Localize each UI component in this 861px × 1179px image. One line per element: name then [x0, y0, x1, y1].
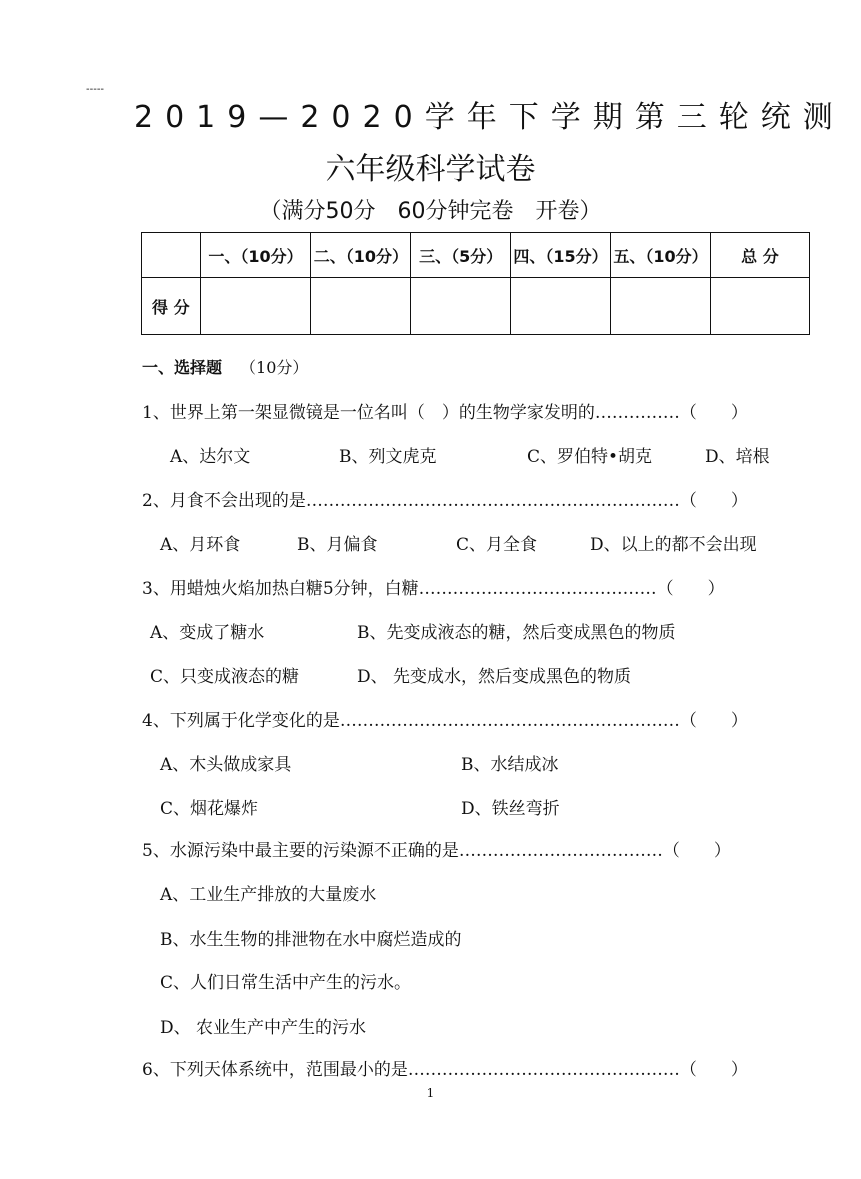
question-option: A、工业生产排放的大量废水	[160, 885, 377, 905]
score-table	[141, 232, 810, 335]
question-option: C、只变成液态的糖	[150, 667, 300, 687]
question-option: D、 先变成水，然后变成黑色的物质	[357, 667, 632, 687]
question-option: B、水结成冰	[461, 755, 559, 775]
score-entry-cell[interactable]	[411, 278, 511, 335]
question-option: B、水生生物的排泄物在水中腐烂造成的	[160, 930, 462, 950]
question-stem: 2、月食不会出现的是…………………………………………………………（ ）	[142, 491, 748, 511]
score-header-cell: 二、（10分）	[311, 233, 411, 278]
question-option: B、月偏食	[297, 535, 378, 555]
score-header-cell	[142, 233, 201, 278]
exam-title-info: （满分50分 60分钟完卷 开卷）	[259, 199, 602, 224]
question-option: A、木头做成家具	[160, 755, 292, 775]
question-stem: 3、用蜡烛火焰加热白糖5分钟，白糖……………………………………（ ）	[142, 579, 725, 599]
question-option: D、铁丝弯折	[461, 799, 560, 819]
question-stem: 4、下列属于化学变化的是……………………………………………………（ ）	[142, 711, 748, 731]
score-entry-cell[interactable]	[311, 278, 411, 335]
score-header-cell: 总 分	[710, 233, 809, 278]
question-option: C、罗伯特•胡克	[527, 447, 653, 467]
question-stem: 5、水源污染中最主要的污染源不正确的是………………………………（ ）	[142, 841, 731, 861]
section-title-text: 一、选择题	[142, 358, 223, 377]
score-table-score-row	[142, 278, 810, 335]
score-header-cell: 一、（10分）	[200, 233, 311, 278]
question-option: B、先变成液态的糖，然后变成黑色的物质	[357, 623, 676, 643]
score-entry-cell[interactable]	[710, 278, 809, 335]
page-number: 1	[426, 1086, 435, 1100]
score-entry-cell[interactable]	[200, 278, 311, 335]
question-option: C、人们日常生活中产生的污水。	[160, 973, 412, 993]
question-option: D、培根	[705, 447, 770, 467]
question-option: A、变成了糖水	[150, 623, 265, 643]
question-stem: 1、世界上第一架显微镜是一位名叫（ ）的生物学家发明的……………（ ）	[142, 403, 748, 423]
question-option: C、月全食	[456, 535, 538, 555]
exam-title-subject: 六年级科学试卷	[325, 152, 536, 187]
score-entry-cell[interactable]	[611, 278, 711, 335]
score-header-cell: 三、（5分）	[411, 233, 511, 278]
question-option: A、月环食	[160, 535, 241, 555]
section-points: （10分）	[240, 358, 309, 377]
question-option: D、以上的都不会出现	[590, 535, 757, 555]
corner-mark: -----	[86, 84, 105, 95]
score-entry-cell[interactable]	[511, 278, 611, 335]
section-title	[142, 355, 308, 378]
question-option: B、列文虎克	[339, 447, 437, 467]
score-row-label: 得 分	[142, 278, 201, 335]
exam-title-year: 2019—2020学年下学期第三轮统测	[134, 100, 845, 135]
question-option: D、 农业生产中产生的污水	[160, 1018, 367, 1038]
question-stem: 6、下列天体系统中，范围最小的是…………………………………………（ ）	[142, 1060, 748, 1080]
score-header-cell: 四、（15分）	[511, 233, 611, 278]
score-table-header-row	[142, 233, 810, 278]
question-option: A、达尔文	[170, 447, 251, 467]
score-header-cell: 五、（10分）	[611, 233, 711, 278]
question-option: C、烟花爆炸	[160, 799, 259, 819]
